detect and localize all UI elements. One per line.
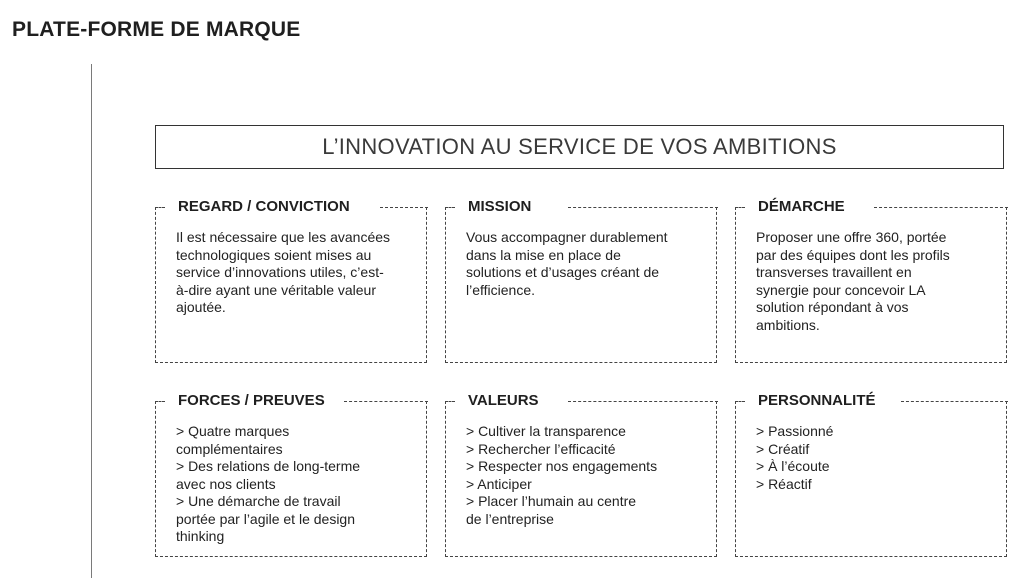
page-title: PLATE-FORME DE MARQUE: [12, 18, 301, 41]
card-line: Vous accompagner durablement: [466, 229, 668, 245]
card-top-border: [155, 401, 165, 402]
card-top-border: [901, 401, 1008, 402]
card-top-border: [568, 401, 718, 402]
card-body: [466, 229, 706, 299]
card-line: à-dire ayant une véritable valeur: [176, 281, 377, 298]
card-body: [756, 423, 996, 493]
card-line: avec nos clients: [176, 475, 276, 492]
card-line: > Quatre marques: [176, 423, 290, 439]
card-regard-conviction: [155, 198, 427, 363]
card-line: > Placer l’humain au centre: [466, 493, 637, 509]
card-top-border: [735, 207, 745, 208]
card-mission: [445, 198, 717, 363]
card-top-border: [445, 207, 455, 208]
card-line: > Des relations de long-terme: [176, 458, 361, 474]
card-line: > Respecter nos engagements: [466, 458, 658, 474]
card-line: > Anticiper: [466, 475, 532, 492]
card-top-border: [445, 401, 455, 402]
card-top-border: [380, 207, 428, 208]
banner: [155, 125, 1004, 169]
card-body: [756, 229, 996, 334]
card-line: ambitions.: [756, 316, 820, 333]
card-top-border: [874, 207, 1008, 208]
card-line: transverses travaillent en: [756, 264, 912, 280]
card-title: MISSION: [468, 198, 532, 215]
card-forces-preuves: [155, 392, 427, 557]
card-title: DÉMARCHE: [758, 198, 845, 215]
card-line: portée par l’agile et le design: [176, 510, 356, 527]
card-line: Il est nécessaire que les avancées: [176, 229, 391, 245]
card-line: solutions et d’usages créant de: [466, 264, 660, 280]
card-line: > À l’écoute: [756, 458, 830, 474]
card-title: PERSONNALITÉ: [758, 392, 876, 409]
banner-text: L’INNOVATION AU SERVICE DE VOS AMBITIONS: [322, 134, 837, 159]
card-line: > Passionné: [756, 423, 834, 439]
card-line: ajoutée.: [176, 299, 226, 315]
card-line: de l’entreprise: [466, 510, 554, 527]
card-top-border: [344, 401, 428, 402]
card-line: thinking: [176, 528, 225, 544]
card-valeurs: [445, 392, 717, 557]
card-line: > Réactif: [756, 475, 812, 492]
card-personnalite: [735, 392, 1007, 557]
card-line: > Cultiver la transparence: [466, 423, 626, 439]
card-title: FORCES / PREUVES: [178, 392, 325, 409]
card-top-border: [735, 401, 745, 402]
card-body: [466, 423, 706, 528]
card-title: REGARD / CONVICTION: [178, 198, 350, 215]
card-line: par des équipes dont les profils: [756, 246, 950, 263]
card-line: synergie pour concevoir LA: [756, 281, 926, 298]
card-line: > Une démarche de travail: [176, 493, 341, 509]
card-line: > Rechercher l’efficacité: [466, 440, 616, 457]
card-line: technologiques soient mises au: [176, 246, 372, 263]
vertical-divider: [91, 64, 92, 578]
card-line: dans la mise en place de: [466, 246, 621, 263]
card-body: [176, 229, 416, 317]
card-line: complémentaires: [176, 440, 283, 457]
card-line: Proposer une offre 360, portée: [756, 229, 947, 245]
card-top-border: [568, 207, 718, 208]
card-title: VALEURS: [468, 392, 539, 409]
card-top-border: [155, 207, 165, 208]
card-line: service d’innovations utiles, c’est-: [176, 264, 384, 280]
card-demarche: [735, 198, 1007, 363]
card-line: > Créatif: [756, 440, 810, 457]
card-body: [176, 423, 416, 546]
card-line: solution répondant à vos: [756, 299, 909, 315]
card-line: l’efficience.: [466, 281, 536, 298]
